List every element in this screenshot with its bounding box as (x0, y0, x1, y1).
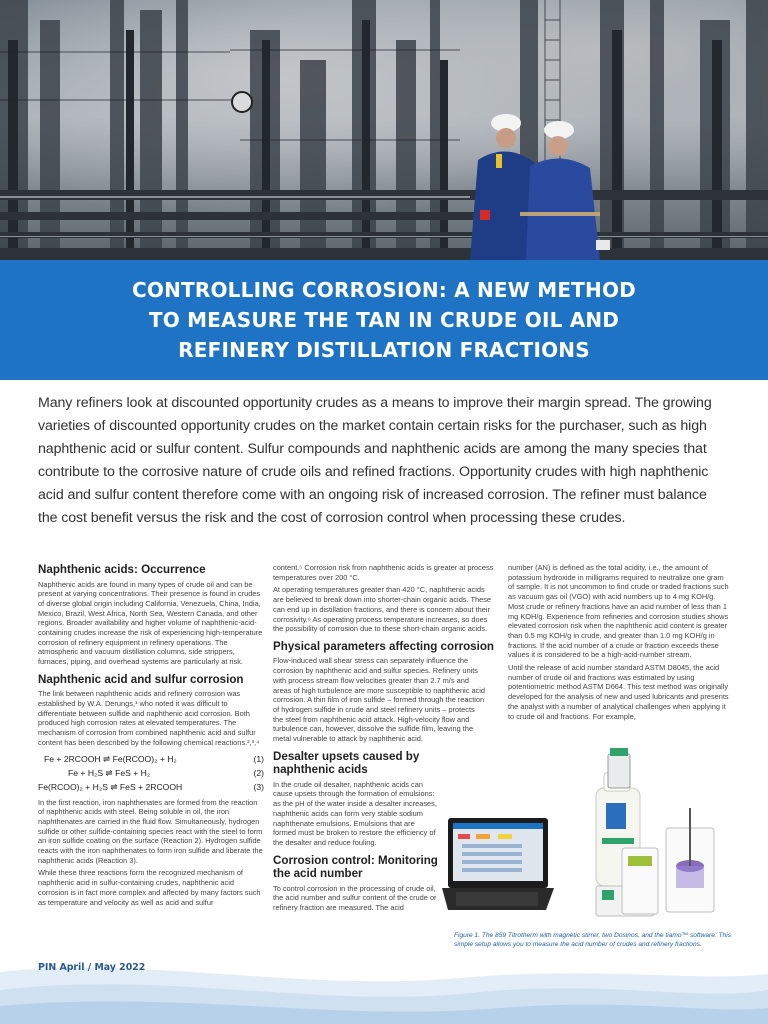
paragraph-physical-parameters: Flow-induced wall shear stress can separately influence the corrosion by naphthenic acid and sulfur species. Refinery units with process stream flow velocities greater than 2.7 m/s and areas of high turbulence are more susceptible to naphthenic acid corrosion. A thin film of iron sulfide – formed through the reaction of hydrogen sulfide in crude and steel refinery units – protects the steel from naphthenic acid attack. High-velocity flow and turbulence can, however, dissolve the sulfide film, leaving the metal vulnerable to attack by naphthenic acid. (273, 656, 485, 744)
equations (38, 752, 264, 794)
paragraph-operating: At operating temperatures greater than 420 °C, naphthenic acids are believed to break down into shorter-chain organic acids. These can end up in distillation fractions, and there is concern about their corrosivity.⁶ As operating process temperature increases, so does the possibility of corrosion due to these short-chain organic acids. (273, 585, 492, 634)
title-line-1: CONTROLLING CORROSION: A NEW METHOD (132, 278, 636, 302)
paragraph-corrosion-control: To control corrosion in the processing of crude oil, the acid number and sulfur content of the crude or refinery fraction are measured. The acid (273, 883, 437, 913)
intro-paragraph: Many refiners look at discounted opportunity crudes as a means to improve their margin spread. The growing varieties of discounted opportunity crudes on the market contain certain risks for the purchaser, such as high naphthenic acid or sulfur content. Sulfur compounds and naphthenic acids are among the many species that contribute to the corrosive nature of crude oils and refined fractions. Opportunity crudes with high naphthenic acid and sulfur content therefore come with an ongoing risk of increased corrosion. The refiner must balance the cost benefit versus the risk and the cost of corrosion control when processing these crudes. (38, 395, 712, 526)
equation-3-text: Fe(RCOO)₂ + H₂S ⇌ FeS + 2RCOOH (38, 781, 183, 792)
equation-2-number: (2) (253, 767, 264, 778)
heading-physical-parameters: Physical parameters affecting corrosion (273, 639, 495, 653)
equation-2-text: Fe + H₂S ⇌ FeS + H₂ (68, 767, 151, 778)
paragraph-sulfur-corrosion: The link between naphthenic acids and refinery corrosion was established by W.A. Derungs,¹ who noted it was difficult to differentiate between sulfide and naphthenic acid corrosion. Both produced high corrosion rates at elevated temperatures. The mechanism of corrosion from combined naphthenic acid and sulfur content has been described by the following chemical reactions.²,³,⁴ (38, 689, 260, 747)
equation-2 (38, 766, 264, 780)
figure-titrator-setup (442, 748, 734, 928)
equation-1-text: Fe + 2RCOOH ⇌ Fe(RCOO)₂ + H₂ (44, 753, 177, 764)
equation-1-number: (1) (253, 753, 264, 764)
paragraph-while: While these three reactions form the recognized mechanism of naphthenic acid in sulfur-containing crudes, naphthenic acid corrosion is in fact more complex and affected by many factors such as temperature and velocity as well as acid and sulfur (38, 868, 261, 907)
paragraph-acid-number: number (AN) is defined as the total acidity, i.e., the amount of potassium hydroxide in milligrams required to neutralize one gram of sample. It is not uncommon to find crude or traded fractions such as vacuum gas oil (VGO) with acid numbers up to 4 mg KOH/g. Most crude or refinery fractions have an acid number of less than 1 mg KOH/g. Experience from refineries and corrosion studies shows elevated corrosion risk when the naphthenic acid content is greater than 0.5 mg KOH/g in crude, and greater than 1.0 mg KOH/g in fractions. If the acid number of a crude or fraction exceeds these values it is considered to be a high-acid-number stream. (508, 563, 729, 660)
equation-3 (38, 780, 264, 794)
equation-1 (38, 752, 264, 766)
equation-3-number: (3) (253, 781, 264, 792)
dosino-image (608, 748, 630, 788)
title-line-2: TO MEASURE THE TAN IN CRUDE OIL AND (148, 308, 620, 332)
heading-desalter: Desalter upsets caused by naphthenic acids (273, 749, 420, 777)
heading-occurrence: Naphthenic acids: Occurrence (38, 563, 206, 576)
figure-caption: Figure 1. The 859 Titrotherm with magnetic stirrer, two Dosinos, and the tiamo™ software: This simple setup allows you to measure the acid number of crudes and refinery fractions. (454, 932, 731, 948)
title-band (0, 260, 768, 380)
heading-corrosion-control: Corrosion control: Monitoring the acid number (273, 853, 438, 881)
column-3 (508, 563, 730, 724)
column-1 (38, 563, 264, 910)
heading-sulfur-corrosion: Naphthenic acid and sulfur corrosion (38, 672, 244, 686)
hero-image (0, 0, 768, 260)
footer-issue-label: PIN April / May 2022 (38, 962, 146, 973)
paragraph-desalter: In the crude oil desalter, naphthenic acids can cause upsets through the formation of emulsions: as the pH of the water inside a desalter increases, naphthenic acids can form very stable sodium naphthenate emulsions. Emulsions that are formed must be broken to restore the efficiency of the desalter and reduce fouling. (273, 779, 437, 847)
paragraph-occurrence: Naphthenic acids are found in many types of crude oil and can be present at varying concentrations. Their presence is found in crudes of diverse global origin including California, Venezuela, China, India, Mexico, Brazil, West Africa, North Sea, Western Canada, and other regions. Broader availability and higher volume of naphthenic-acid-containing crudes increase the risk of experiencing high-temperature corrosion of refinery equipment in refinery operations. The atmospheric and vacuum distillation columns, side strippers, furnaces, piping, and overhead systems are particularly at risk. (38, 579, 263, 667)
paragraph-until: Until the release of acid number standard ASTM D8045, the acid number of crude oil and fractions was estimated by using potentiometric method ASTM D664. This test method was originally developed for the analysis of new and used lubricants and presents the analyst with a number of analytical challenges when applying it to crude oil and fractions. For example, (508, 663, 729, 721)
title-line-3: REFINERY DISTILLATION FRACTIONS (178, 338, 590, 362)
paragraph-reactions: In the first reaction, iron naphthenates are formed from the reaction of naphthenic acids with steel. Being soluble in oil, the iron naphthenates are carried in the fluid flow. Simultaneously, hydrogen sulfide or other sulfide-containing species react with the steel to form an iron sulfide coating on the surface (Reaction 2). Hydrogen sulfide reacts with the iron naphthenates to form iron sulfide and liberate the naphthenic acids (Reaction 3). (38, 797, 263, 865)
paragraph-content: content.⁵ Corrosion risk from naphthenic acids is greater at process temperatures over 200 °C. (273, 563, 494, 582)
laptop-image (442, 818, 554, 910)
article-title (132, 275, 636, 365)
